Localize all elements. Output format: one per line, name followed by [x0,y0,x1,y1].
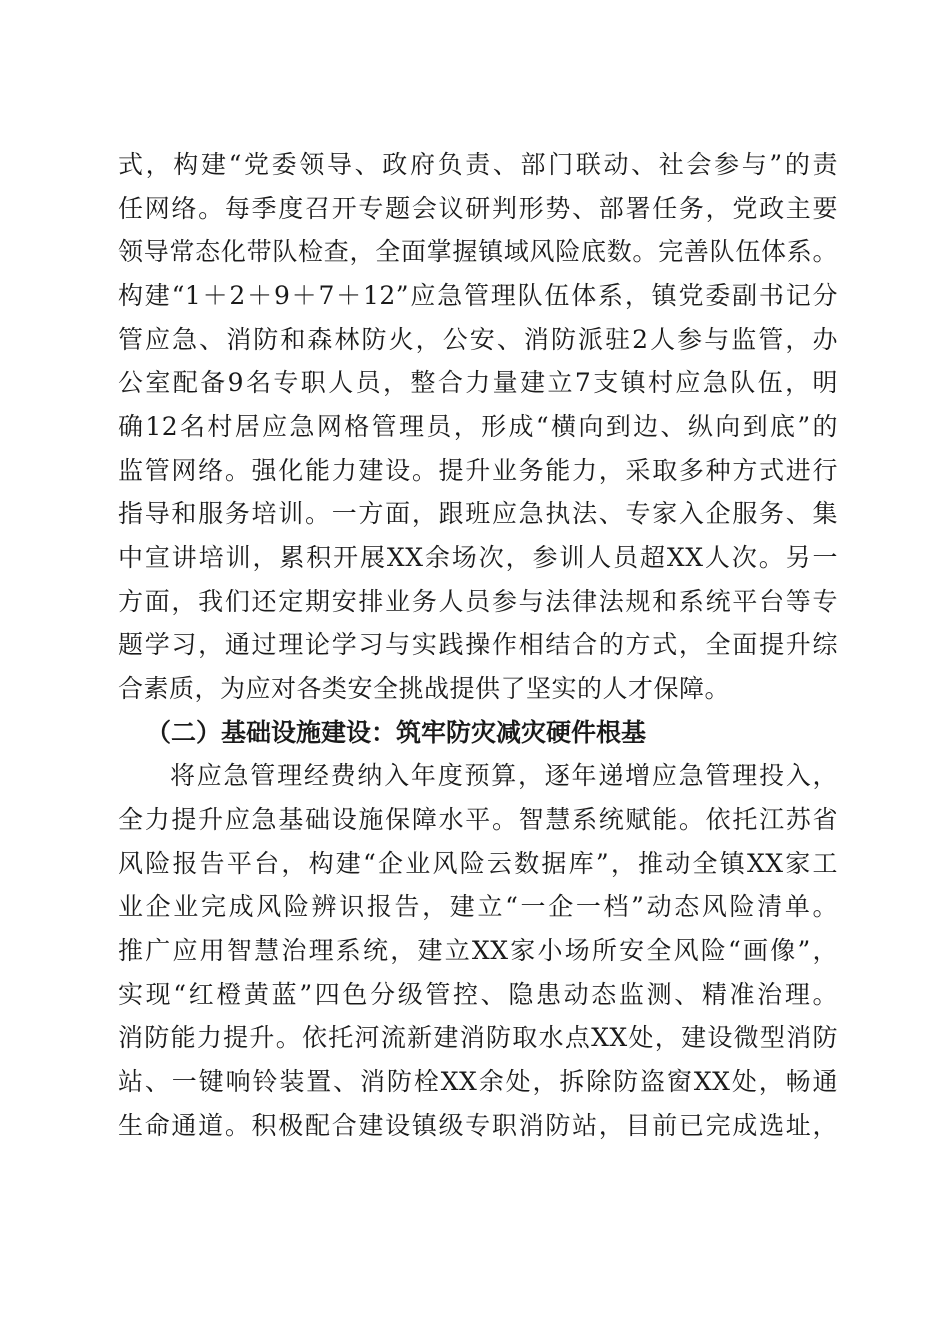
text-line: 站、一键响铃装置、消防栓XX余处，拆除防盗窗XX处，畅通 [118,1067,838,1096]
text-line: 将应急管理经费纳入年度预算，逐年递增应急管理投入， [170,761,838,790]
text-line: 业企业完成风险辨识报告，建立“一企一档”动态风险清单。 [118,892,838,921]
text-line: 确12名村居应急网格管理员，形成“横向到边、纵向到底”的 [118,412,838,441]
text-line: 式，构建“党委领导、政府负责、部门联动、社会参与”的责 [118,150,838,179]
text-line: 合素质，为应对各类安全挑战提供了坚实的人才保障。 [118,674,731,703]
text-line: 管应急、消防和森林防火，公安、消防派驻2人参与监管，办 [118,325,838,354]
text-line: 指导和服务培训。一方面，跟班应急执法、专家入企服务、集 [118,499,838,528]
text-line: 实现“红橙黄蓝”四色分级管控、隐患动态监测、精准治理。 [118,980,838,1009]
text-line: 方面，我们还定期安排业务人员参与法律法规和系统平台等专 [118,587,838,616]
text-line: 消防能力提升。依托河流新建消防取水点XX处，建设微型消防 [118,1023,838,1052]
section-heading: （二）基础设施建设：筑牢防灾减灾硬件根基 [146,718,647,747]
text-line: 生命通道。积极配合建设镇级专职消防站，目前已完成选址， [118,1111,838,1140]
text-line: 任网络。每季度召开专题会议研判形势、部署任务，党政主要 [118,194,838,223]
text-line: 领导常态化带队检查，全面掌握镇域风险底数。完善队伍体系。 [118,237,838,266]
text-line: 公室配备9名专职人员，整合力量建立7支镇村应急队伍，明 [118,368,838,397]
text-line: 题学习，通过理论学习与实践操作相结合的方式，全面提升综 [118,630,838,659]
text-line: 全力提升应急基础设施保障水平。智慧系统赋能。依托江苏省 [118,805,838,834]
text-line: 构建“1＋2＋9＋7＋12”应急管理队伍体系，镇党委副书记分 [118,281,838,310]
text-line: 监管网络。强化能力建设。提升业务能力，采取多种方式进行 [118,456,838,485]
text-line: 风险报告平台，构建“企业风险云数据库”，推动全镇XX家工 [118,849,838,878]
text-line: 中宣讲培训，累积开展XX余场次，参训人员超XX人次。另一 [118,543,838,572]
text-line: 推广应用智慧治理系统，建立XX家小场所安全风险“画像”， [118,936,838,965]
